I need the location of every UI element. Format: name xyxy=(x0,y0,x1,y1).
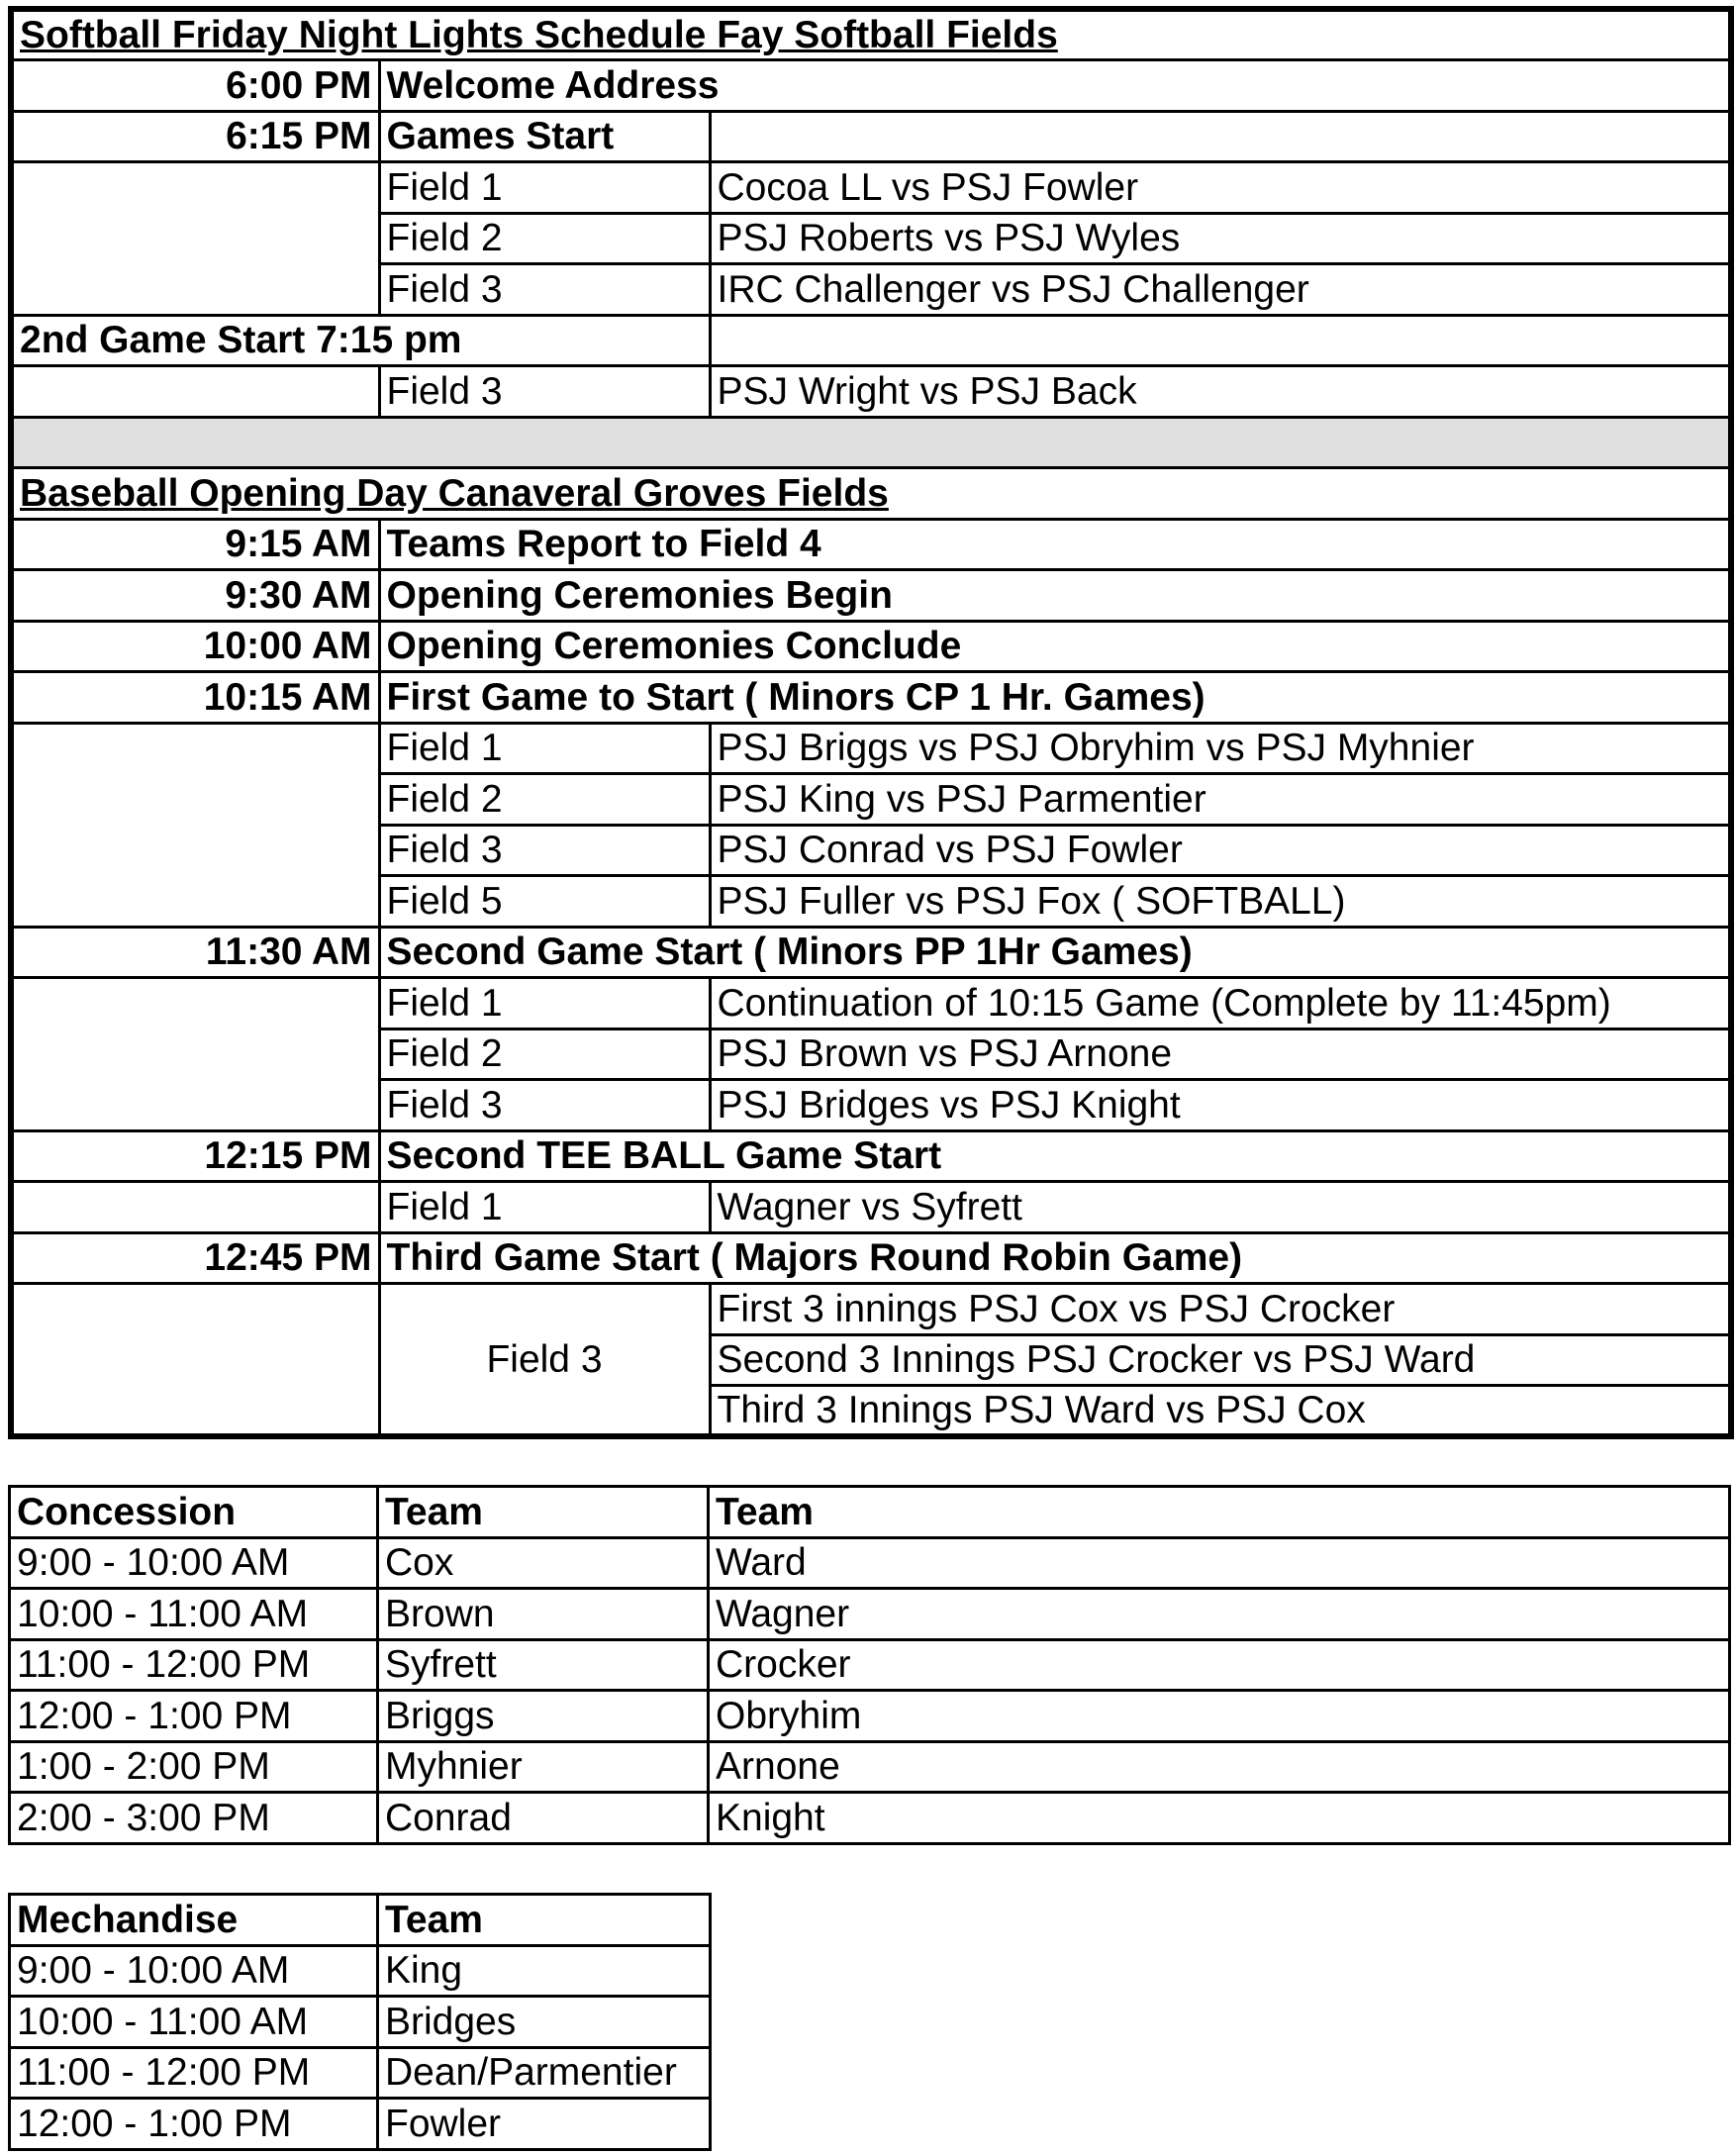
time-cell: 10:00 AM xyxy=(11,621,379,672)
table-row xyxy=(11,723,1731,774)
second-game-start: 2nd Game Start 7:15 pm xyxy=(11,315,710,366)
table-row xyxy=(10,1741,1730,1793)
table-row xyxy=(11,1284,1731,1335)
table-row xyxy=(10,2099,711,2150)
time-cell: 12:00 - 1:00 PM xyxy=(10,2099,378,2150)
column-header: Team xyxy=(378,1487,709,1538)
field-cell: Field 3 xyxy=(379,825,710,876)
team-cell: Dean/Parmentier xyxy=(378,2047,711,2099)
time-cell: 2:00 - 3:00 PM xyxy=(10,1793,378,1844)
matchup-cell: PSJ King vs PSJ Parmentier xyxy=(710,774,1731,826)
time-cell: 12:45 PM xyxy=(11,1232,379,1284)
team-cell: Syfrett xyxy=(378,1639,709,1691)
team-cell: Fowler xyxy=(378,2099,711,2150)
field-cell: Field 2 xyxy=(379,1029,710,1080)
separator-row xyxy=(11,417,1731,468)
table-row xyxy=(11,978,1731,1029)
event-cell: First Game to Start ( Minors CP 1 Hr. Games) xyxy=(379,672,1731,724)
event-cell: Opening Ceremonies Conclude xyxy=(379,621,1731,672)
team-cell: Conrad xyxy=(378,1793,709,1844)
time-cell: 6:15 PM xyxy=(11,111,379,162)
table-row xyxy=(11,60,1731,112)
team-cell: King xyxy=(378,1945,711,1997)
event-cell: Second Game Start ( Minors PP 1Hr Games) xyxy=(379,927,1731,978)
table-row xyxy=(10,1589,1730,1640)
time-cell: 6:00 PM xyxy=(11,60,379,112)
matchup-cell: Cocoa LL vs PSJ Fowler xyxy=(710,162,1731,214)
baseball-title: Baseball Opening Day Canaveral Groves Fields xyxy=(11,468,1731,520)
matchup-cell: IRC Challenger vs PSJ Challenger xyxy=(710,264,1731,316)
table-row xyxy=(11,1232,1731,1284)
time-cell: 11:30 AM xyxy=(11,927,379,978)
header-row xyxy=(10,1895,711,1946)
field-cell: Field 1 xyxy=(379,162,710,214)
event-cell: Games Start xyxy=(379,111,710,162)
matchup-cell: Third 3 Innings PSJ Ward vs PSJ Cox xyxy=(710,1386,1731,1437)
time-cell: 12:00 - 1:00 PM xyxy=(10,1691,378,1742)
table-row xyxy=(11,927,1731,978)
column-header: Mechandise xyxy=(10,1895,378,1946)
team-cell: Briggs xyxy=(378,1691,709,1742)
team-cell: Brown xyxy=(378,1589,709,1640)
table-row xyxy=(11,1182,1731,1233)
table-row xyxy=(11,570,1731,622)
table-row xyxy=(10,2047,711,2099)
time-cell: 10:15 AM xyxy=(11,672,379,724)
table-row xyxy=(10,1997,711,2048)
softball-title: Softball Friday Night Lights Schedule Fay Softball Fields xyxy=(11,9,1731,60)
matchup-cell: PSJ Brown vs PSJ Arnone xyxy=(710,1029,1731,1080)
schedule-table xyxy=(8,6,1734,1439)
team-cell: Ward xyxy=(709,1537,1730,1589)
gray-separator xyxy=(11,417,1731,468)
table-row xyxy=(11,519,1731,570)
time-cell: 9:00 - 10:00 AM xyxy=(10,1945,378,1997)
table-row xyxy=(10,1945,711,1997)
team-cell: Wagner xyxy=(709,1589,1730,1640)
team-cell: Arnone xyxy=(709,1741,1730,1793)
time-cell: 1:00 - 2:00 PM xyxy=(10,1741,378,1793)
table-row xyxy=(10,1537,1730,1589)
column-header: Team xyxy=(709,1487,1730,1538)
event-cell: Third Game Start ( Majors Round Robin Game) xyxy=(379,1232,1731,1284)
team-cell: Obryhim xyxy=(709,1691,1730,1742)
event-cell: Welcome Address xyxy=(379,60,1731,112)
event-cell: Teams Report to Field 4 xyxy=(379,519,1731,570)
round-robin-field: Field 3 xyxy=(379,1284,710,1437)
table-row xyxy=(11,111,1731,162)
time-cell: 12:15 PM xyxy=(11,1130,379,1182)
team-cell: Cox xyxy=(378,1537,709,1589)
event-cell: Second TEE BALL Game Start xyxy=(379,1130,1731,1182)
time-cell: 11:00 - 12:00 PM xyxy=(10,1639,378,1691)
table-row xyxy=(11,1130,1731,1182)
matchup-cell: PSJ Bridges vs PSJ Knight xyxy=(710,1080,1731,1131)
empty-cell xyxy=(11,162,379,316)
matchup-cell: PSJ Briggs vs PSJ Obryhim vs PSJ Myhnier xyxy=(710,723,1731,774)
empty-cell xyxy=(710,315,1731,366)
table-row xyxy=(11,621,1731,672)
team-cell: Bridges xyxy=(378,1997,711,2048)
empty-cell xyxy=(11,1284,379,1437)
field-cell: Field 1 xyxy=(379,978,710,1029)
empty-cell xyxy=(710,111,1731,162)
baseball-title-row xyxy=(11,468,1731,520)
table-row xyxy=(10,1691,1730,1742)
field-cell: Field 2 xyxy=(379,774,710,826)
field-cell: Field 5 xyxy=(379,876,710,928)
matchup-cell: PSJ Wright vs PSJ Back xyxy=(710,366,1731,418)
time-cell: 9:30 AM xyxy=(11,570,379,622)
matchup-cell: PSJ Roberts vs PSJ Wyles xyxy=(710,213,1731,264)
empty-cell xyxy=(11,978,379,1131)
field-cell: Field 1 xyxy=(379,723,710,774)
softball-title-row xyxy=(11,9,1731,60)
time-cell: 11:00 - 12:00 PM xyxy=(10,2047,378,2099)
table-row xyxy=(11,315,1731,366)
table-row xyxy=(10,1793,1730,1844)
field-cell: Field 1 xyxy=(379,1182,710,1233)
time-cell: 9:15 AM xyxy=(11,519,379,570)
team-cell: Knight xyxy=(709,1793,1730,1844)
team-cell: Crocker xyxy=(709,1639,1730,1691)
matchup-cell: PSJ Fuller vs PSJ Fox ( SOFTBALL) xyxy=(710,876,1731,928)
empty-cell xyxy=(11,1182,379,1233)
merchandise-table xyxy=(8,1893,712,2151)
table-row xyxy=(11,672,1731,724)
matchup-cell: First 3 innings PSJ Cox vs PSJ Crocker xyxy=(710,1284,1731,1335)
table-row xyxy=(11,162,1731,214)
event-cell: Opening Ceremonies Begin xyxy=(379,570,1731,622)
column-header: Team xyxy=(378,1895,711,1946)
matchup-cell: Wagner vs Syfrett xyxy=(710,1182,1731,1233)
header-row xyxy=(10,1487,1730,1538)
matchup-cell: PSJ Conrad vs PSJ Fowler xyxy=(710,825,1731,876)
matchup-cell: Second 3 Innings PSJ Crocker vs PSJ Ward xyxy=(710,1334,1731,1386)
matchup-cell: Continuation of 10:15 Game (Complete by 11:45pm) xyxy=(710,978,1731,1029)
time-cell: 10:00 - 11:00 AM xyxy=(10,1589,378,1640)
column-header: Concession xyxy=(10,1487,378,1538)
field-cell: Field 3 xyxy=(379,1080,710,1131)
empty-cell xyxy=(11,723,379,927)
time-cell: 9:00 - 10:00 AM xyxy=(10,1537,378,1589)
table-row xyxy=(10,1639,1730,1691)
field-cell: Field 2 xyxy=(379,213,710,264)
time-cell: 10:00 - 11:00 AM xyxy=(10,1997,378,2048)
empty-cell xyxy=(11,366,379,418)
field-cell: Field 3 xyxy=(379,366,710,418)
table-row xyxy=(11,366,1731,418)
field-cell: Field 3 xyxy=(379,264,710,316)
team-cell: Myhnier xyxy=(378,1741,709,1793)
concession-table xyxy=(8,1485,1731,1845)
